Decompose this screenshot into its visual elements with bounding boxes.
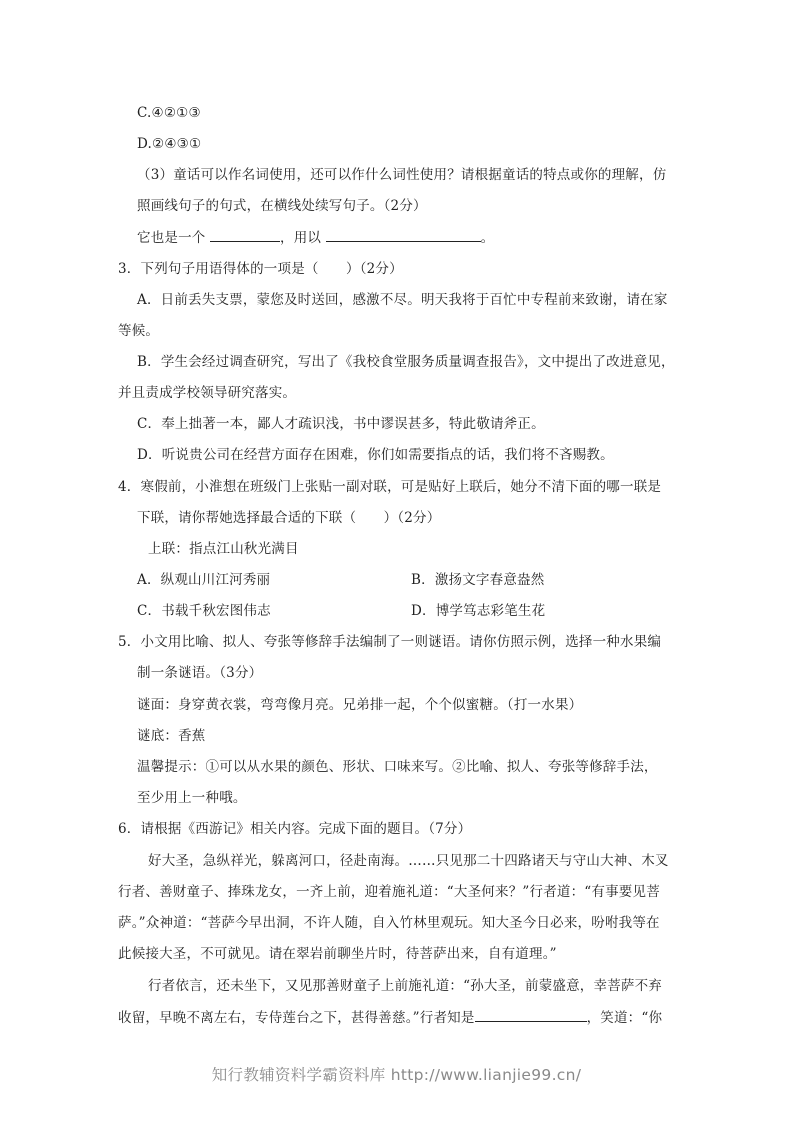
passage-line-2: 行者、善财童子、捧珠龙女，一齐上前，迎着施礼道：“大圣何来？”行者道：“有事要见菩	[118, 884, 660, 900]
question-6: 6．请根据《西游记》相关内容。完成下面的题目。（7分）	[118, 821, 472, 837]
q4-option-d: D．博学笃志彩笔生花	[411, 603, 546, 619]
question-3: 3．下列句子用语得体的一项是（ ）（2分）	[118, 261, 403, 277]
question-5-cont: 制一条谜语。（3分）	[137, 665, 263, 681]
answer-blank-2[interactable]	[326, 228, 481, 242]
q3-option-d: D．听说贵公司在经营方面存在困难，你们如需要指点的话，我们将不吝赐教。	[137, 447, 614, 463]
answer-blank-3[interactable]	[475, 1008, 587, 1022]
fill-sentence-part2: ，用以	[280, 230, 322, 246]
passage-line-6	[118, 1008, 662, 1027]
passage-line-3: 萨。”众神道：“菩萨今早出洞，不许人随，自入竹林里观玩。知大圣今日必来，吩咐我等在	[118, 915, 660, 931]
passage-line-1: 好大圣，急纵祥光，躲离河口，径赴南海。……只见那二十四路诸天与守山大神、木叉	[148, 853, 669, 869]
question-3-sub-3-cont: 照画线句子的句式，在横线处续写句子。（2分）	[137, 198, 427, 214]
passage-line-6-part1: 收留，早晚不离左右，专侍莲台之下，甚得善慈。”行者知是	[118, 1010, 475, 1026]
question-4-cont: 下联，请你帮她选择最合适的下联（ ）（2分）	[137, 510, 441, 526]
tip-text-cont: 至少用上一种哦。	[137, 790, 247, 806]
fill-sentence-part1: 它也是一个	[137, 230, 206, 246]
q3-option-a: A．日前丢失支票，蒙您及时送回，感激不尽。明天我将于百忙中专程前来致谢，请在家	[137, 292, 668, 308]
passage-line-4: 此候接大圣，不可就见。请在翠岩前聊坐片时，待菩萨出来，自有道理。”	[118, 946, 557, 962]
q3-option-b: B．学生会经过调查研究，写出了《我校食堂服务质量调查报告》，文中提出了改进意见，	[137, 354, 675, 370]
riddle-answer: 谜底：香蕉	[137, 728, 206, 744]
tip-text: 温馨提示：①可以从水果的颜色、形状、口味来写。②比喻、拟人、夸张等修辞手法，	[137, 759, 658, 775]
question-4: 4．寒假前，小淮想在班级门上张贴一副对联，可是贴好上联后，她分不清下面的哪一联是	[118, 479, 662, 495]
question-5: 5．小文用比喻、拟人、夸张等修辞手法编制了一则谜语。请你仿照示例，选择一种水果编	[118, 634, 662, 650]
q4-option-c: C．书载千秋宏图伟志	[137, 603, 271, 619]
passage-line-6-part2: ，笑道：“你	[586, 1010, 663, 1026]
option-d: D.②④③①	[137, 136, 202, 152]
q4-option-b: B．激扬文字春意盎然	[411, 572, 545, 588]
question-3-sub-3: （3）童话可以作名词使用，还可以作什么词性使用？请根据童话的特点或你的理解，仿	[137, 167, 667, 183]
couplet-first-line: 上联：指点江山秋光满目	[148, 541, 299, 557]
passage-line-5: 行者依言，还未坐下，又见那善财童子上前施礼道：“孙大圣，前蒙盛意，幸菩萨不弃	[148, 978, 663, 994]
q4-option-a: A．纵观山川江河秀丽	[137, 572, 271, 588]
footer-watermark: 知行教辅资料学霸资料库 http://www.lianjie99.cn/	[211, 1066, 582, 1084]
q3-option-a-cont: 等候。	[118, 323, 160, 339]
fill-sentence	[137, 228, 494, 247]
riddle-text: 谜面：身穿黄衣裳，弯弯像月亮。兄弟排一起，个个似蜜糖。（打一水果）	[137, 697, 583, 713]
fill-sentence-part3: 。	[480, 230, 495, 246]
q3-option-b-cont: 并且责成学校领导研究落实。	[118, 385, 297, 401]
option-c: C.④②①③	[137, 105, 201, 121]
answer-blank-1[interactable]	[210, 228, 280, 242]
q3-option-c: C．奉上拙著一本，鄙人才疏识浅，书中谬误甚多，特此敬请斧正。	[137, 416, 545, 432]
